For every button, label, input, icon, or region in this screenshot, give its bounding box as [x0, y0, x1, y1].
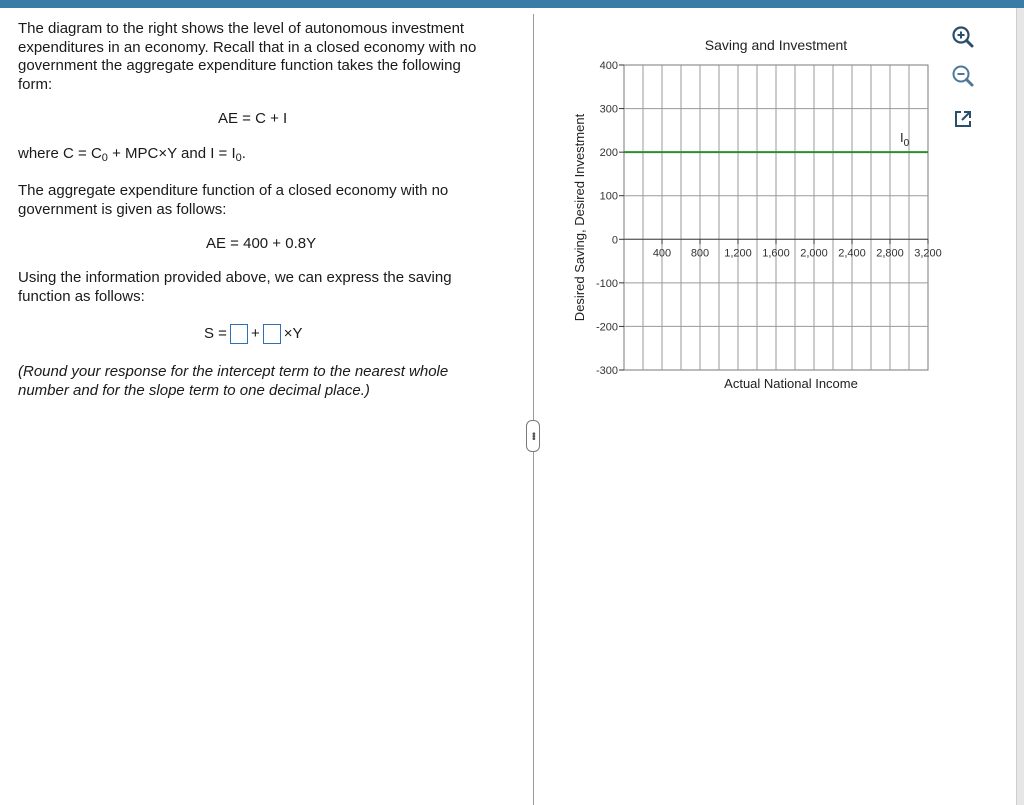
intro-text: The diagram to the right shows the level of autonomous investment expenditures in an economy. Recall that in a closed economy with no government the aggregate expenditure function takes the following form:: [18, 20, 477, 93]
saving-plus: +: [250, 324, 260, 342]
x-tick-label: 3,200: [914, 247, 942, 260]
x-tick-label: 2,000: [800, 247, 828, 260]
zoom-out-icon[interactable]: [950, 63, 976, 89]
ae-equation: AE = 400 + 0.8Y: [206, 235, 317, 252]
x-tick-label: 2,800: [876, 247, 904, 260]
pane-resize-handle[interactable]: •••: [526, 420, 540, 452]
info-text: Using the information provided above, we can express the saving function as follows:: [18, 269, 452, 305]
x-tick-label: 1,200: [724, 247, 752, 260]
zoom-in-icon[interactable]: [950, 24, 976, 50]
series-label-subscript: 0: [903, 138, 910, 150]
pane-divider: [533, 14, 534, 805]
y-tick-label: -100: [595, 277, 618, 290]
y-tick-label: 100: [599, 190, 618, 203]
intercept-input[interactable]: [230, 324, 248, 344]
y-tick-label: 400: [599, 60, 618, 72]
y-tick-label: -200: [595, 321, 618, 334]
x-tick-label: 1,600: [762, 247, 790, 260]
c0-subscript: 0: [101, 152, 108, 164]
x-tick-label: 800: [690, 247, 710, 260]
saving-investment-chart[interactable]: [560, 30, 960, 400]
where-mid-text: + MPC×Y and I = I: [107, 145, 236, 162]
where-text: where C = C: [18, 145, 102, 162]
y-tick-label: -300: [595, 365, 618, 377]
rounding-instructions: (Round your response for the intercept term to the nearest whole number and for the slope term to one decimal place.): [18, 363, 449, 399]
i0-subscript: 0: [235, 152, 242, 164]
given-text: The aggregate expenditure function of a closed economy with no government is given as follows:: [18, 182, 449, 218]
saving-rhs: ×Y: [283, 324, 303, 342]
saving-lhs: S =: [204, 324, 227, 342]
x-tick-label: 400: [652, 247, 672, 260]
slope-input[interactable]: [263, 324, 281, 344]
top-accent-bar: [0, 0, 1024, 8]
y-tick-label: 200: [599, 147, 618, 160]
x-tick-label: 2,400: [838, 247, 866, 260]
where-definition: [18, 145, 246, 168]
y-axis-title: Desired Saving, Desired Investment: [572, 113, 587, 322]
ae-identity: AE = C + I: [218, 110, 288, 127]
saving-function-answer: [204, 324, 302, 344]
y-tick-label: 300: [599, 103, 618, 116]
where-end: .: [241, 145, 246, 162]
chart-title: Saving and Investment: [704, 37, 848, 53]
series-label-i0: $I_0$: [900, 130, 910, 150]
window-scrollbar[interactable]: [1016, 8, 1024, 805]
y-tick-label: 0: [611, 234, 618, 247]
x-axis-title: Actual National Income: [724, 376, 858, 391]
pop-out-icon[interactable]: [950, 106, 976, 132]
